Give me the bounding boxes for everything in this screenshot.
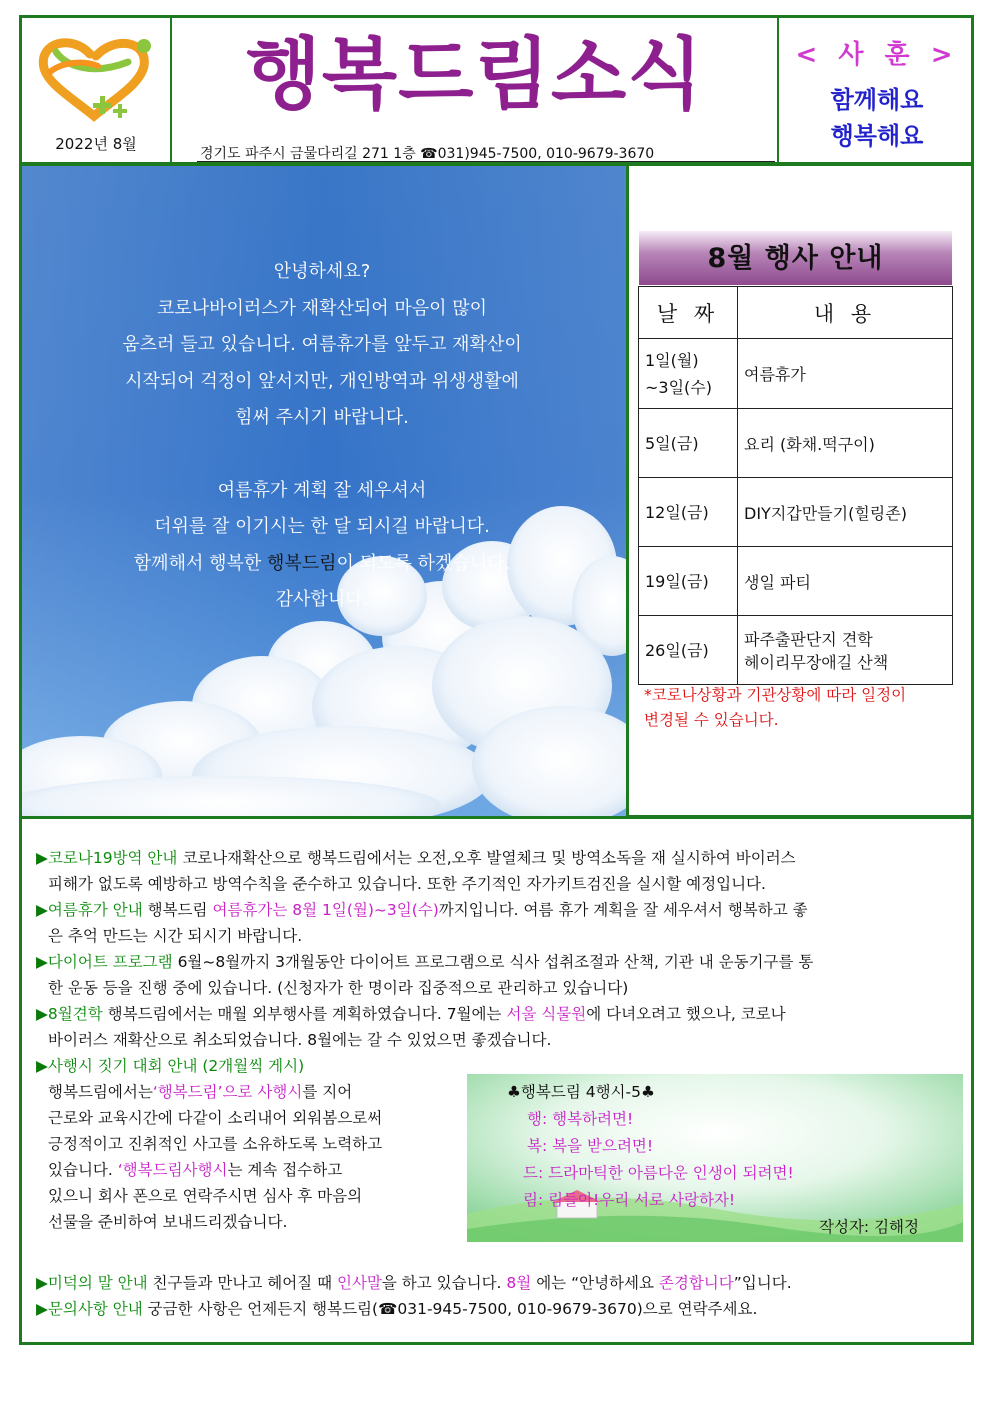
notice-virtue-words: ▶미덕의 말 안내 친구들과 만나고 헤어질 때 인사말을 하고 있습니다. 8월 에는 “안녕하세요 존경합니다”입니다. — [36, 1274, 792, 1292]
main-section — [19, 163, 974, 818]
notice-line: 근로와 교육시간에 다같이 소리내어 외워봄으로써 — [48, 1109, 383, 1127]
greeting-line: 안녕하세요? — [273, 261, 371, 282]
notice-line: 행복드림에서는‘행복드림’으로 사행시를 지어 — [48, 1083, 353, 1101]
motto-line: 행복해요 — [830, 122, 924, 150]
greeting-line: 더위를 잘 이기시는 한 달 되시길 바랍니다. — [154, 516, 490, 537]
event-date: 12일(금) — [639, 478, 738, 547]
table-row — [639, 339, 953, 409]
greeting-line: 움츠러 들고 있습니다. 여름휴가를 앞두고 재확산이 — [122, 334, 522, 355]
notices-section — [19, 816, 974, 1345]
notice-line: 한 운동 등을 진행 중에 있습니다. (신청자가 한 명이라 집중적으로 관리하고 있습니다) — [48, 979, 629, 997]
table-header-row — [639, 287, 953, 339]
event-content: 요리 (화채.떡구이) — [738, 409, 953, 478]
poem-line: 복: 복을 받으려면! — [527, 1137, 654, 1155]
greeting-line: 힘써 주시기 바랍니다. — [235, 407, 409, 428]
events-table — [638, 286, 953, 685]
greeting-line: 여름휴가 계획 잘 세우셔서 — [217, 479, 427, 501]
event-content: 생일 파티 — [738, 547, 953, 616]
sky-cloud-image — [22, 166, 629, 818]
poem-card — [467, 1074, 963, 1242]
poem-author: 작성자: 김해정 — [819, 1218, 919, 1236]
event-date: 5일(금) — [639, 409, 738, 478]
greeting-line: 함께해서 행복한 행복드림이 되도록 하겠습니다. — [133, 552, 511, 574]
motto-line: 함께해요 — [830, 86, 924, 114]
notice-line: 선물을 준비하여 보내드리겠습니다. — [48, 1213, 288, 1231]
notice-vacation: ▶여름휴가 안내 행복드림 여름휴가는 8월 1일(월)~3일(수)까지입니다. 여름 휴가 계획을 잘 세우셔서 행복하고 좋 — [36, 901, 808, 919]
greeting-message — [62, 254, 582, 619]
table-row — [639, 616, 953, 685]
poem-line: 행: 행복하려면! — [527, 1110, 634, 1128]
address-line: 경기도 파주시 금물다리길 271 1층 ☎031)945-7500, 010-9679-3670 — [200, 146, 655, 162]
address-underline — [197, 161, 775, 162]
header-divider — [777, 18, 779, 162]
issue-date: 2022년 8월 — [55, 135, 137, 153]
notice-field-trip: ▶8월견학 행복드림에서는 매월 외부행사를 계획하였습니다. 7월에는 서울 식물원에 다녀오려고 했으나, 코로나 — [36, 1005, 786, 1023]
greeting-line: 시작되어 걱정이 앞서지만, 개인방역과 위생생활에 — [125, 370, 519, 392]
event-date: 26일(금) — [639, 616, 738, 685]
notice-diet: ▶다이어트 프로그램 6월~8월까지 3개월동안 다이어트 프로그램으로 식사 섭취조절과 산책, 기관 내 운동기구를 통 — [36, 953, 814, 971]
table-row — [639, 547, 953, 616]
notice-line: 피해가 없도록 예방하고 방역수칙을 준수하고 있습니다. 또한 주기적인 자가키트검진을 실시할 예정입니다. — [48, 875, 766, 893]
event-content: 여름휴가 — [738, 339, 953, 409]
event-content: DIY지갑만들기(힐링존) — [738, 478, 953, 547]
event-content: 파주출판단지 견학 헤이리무장애길 산책 — [738, 616, 953, 685]
event-date: 1일(월) ~3일(수) — [639, 339, 738, 409]
event-date: 19일(금) — [639, 547, 738, 616]
table-row — [639, 409, 953, 478]
column-header: 날 짜 — [639, 287, 738, 339]
events-title: 8월 행사 안내 — [639, 231, 952, 285]
motto-heading: < 사 훈 > — [795, 40, 959, 70]
notice-line: 바이러스 재확산으로 취소되었습니다. 8월에는 갈 수 있었으면 좋겠습니다. — [48, 1031, 552, 1049]
notice-line: 있으니 회사 폰으로 연락주시면 심사 후 마음의 — [48, 1187, 363, 1205]
table-row — [639, 478, 953, 547]
notice-poem-contest: ▶사행시 짓기 대회 안내 (2개월씩 게시) — [36, 1057, 305, 1075]
column-header: 내 용 — [738, 287, 953, 339]
notice-inquiry: ▶문의사항 안내 궁금한 사항은 언제든지 행복드림(☎031-945-7500, 010-9679-3670)으로 연락주세요. — [36, 1300, 758, 1318]
poem-line: 드: 드라마틱한 아름다운 인생이 되려면! — [523, 1164, 794, 1182]
greeting-line: 감사합니다. — [275, 589, 369, 610]
poem-line: 림: 림들아!우리 서로 사랑하자! — [523, 1191, 736, 1209]
notice-line: 있습니다. ‘행복드림사행시는 계속 접수하고 — [48, 1161, 343, 1179]
newsletter-title: 행복드림소식 — [245, 30, 704, 120]
newsletter-header — [19, 15, 974, 165]
events-note: *코로나상황과 기관상황에 따라 일정이 변경될 수 있습니다. — [644, 686, 907, 729]
heart-plus-logo-icon — [32, 32, 162, 122]
greeting-line: 코로나바이러스가 재확산되어 마음이 많이 — [156, 297, 488, 319]
notice-covid: ▶코로나19방역 안내 코로나재확산으로 행복드림에서는 오전,오후 발열체크 및 방역소독을 재 실시하여 바이러스 — [36, 849, 796, 867]
notice-line: 은 추억 만드는 시간 되시기 바랍니다. — [48, 927, 303, 945]
notice-line: 긍정적이고 진취적인 사고를 소유하도록 노력하고 — [48, 1135, 383, 1153]
poem-title: ♣행복드림 4행시-5♣ — [507, 1083, 655, 1101]
